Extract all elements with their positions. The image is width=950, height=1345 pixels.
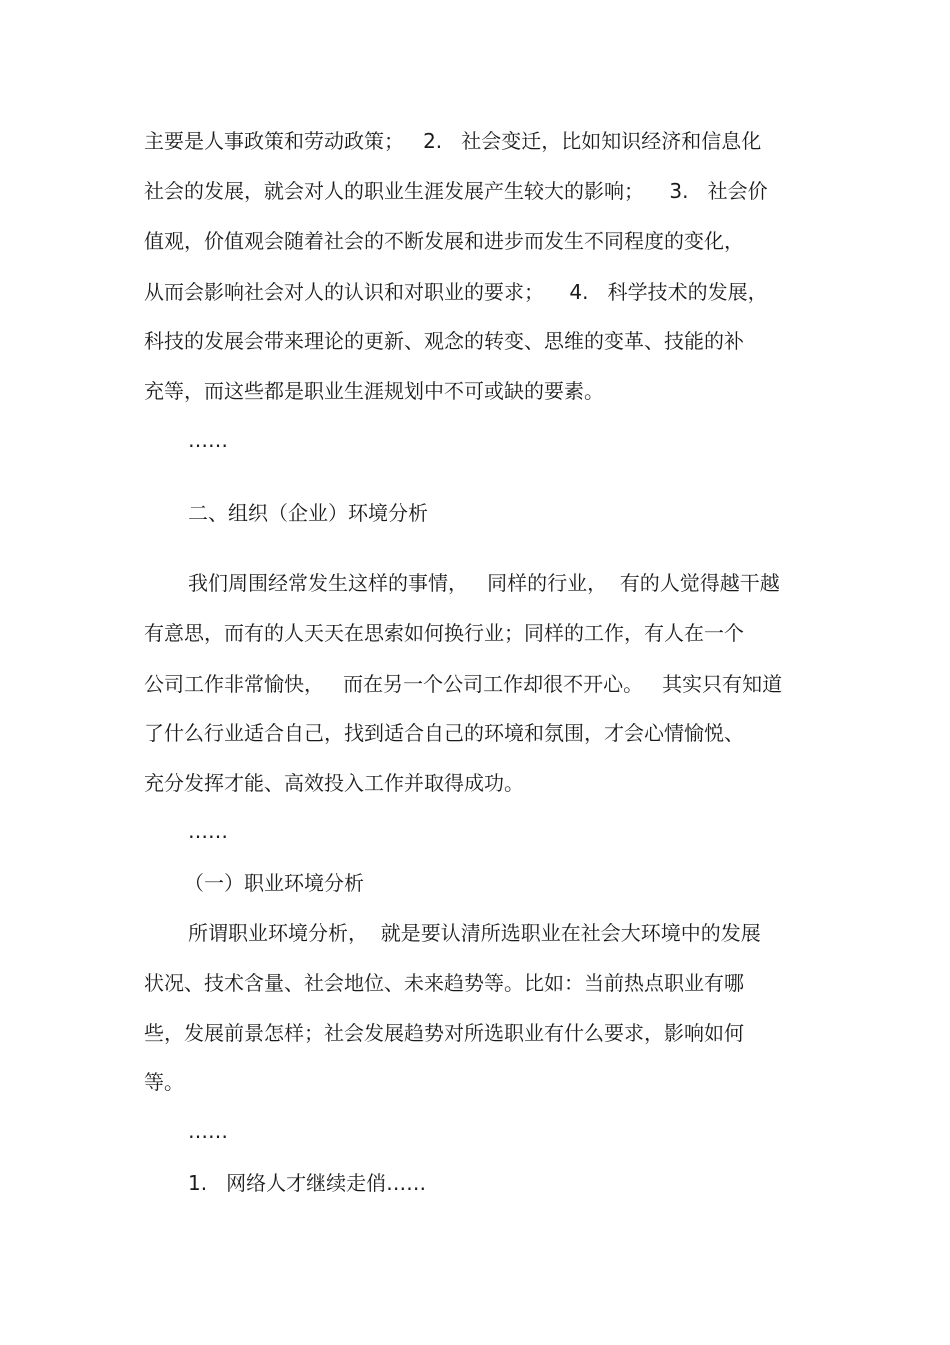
- paragraph-line: 有意思，而有的人天天在思索如何换行业；同样的工作，有人在一个: [144, 621, 744, 645]
- paragraph-line: 等。: [144, 1070, 184, 1094]
- paragraph-line: 我们周围经常发生这样的事情， 同样的行业， 有的人觉得越干越: [188, 571, 780, 595]
- ellipsis-line: ……: [188, 428, 228, 452]
- paragraph-line: 了什么行业适合自己，找到适合自己的环境和氛围，才会心情愉悦、: [144, 721, 744, 745]
- paragraph-line: 充等，而这些都是职业生涯规划中不可或缺的要素。: [144, 379, 604, 403]
- paragraph-line: 社会的发展，就会对人的职业生涯发展产生较大的影响； 3. 社会价: [144, 179, 768, 203]
- subsection-heading: （一）职业环境分析: [184, 871, 364, 895]
- paragraph-line: 值观，价值观会随着社会的不断发展和进步而发生不同程度的变化，: [144, 229, 744, 253]
- section-heading: 二、组织（企业）环境分析: [188, 501, 428, 525]
- list-item: 1. 网络人才继续走俏……: [188, 1171, 427, 1195]
- paragraph-line: 些，发展前景怎样；社会发展趋势对所选职业有什么要求，影响如何: [144, 1021, 744, 1045]
- paragraph-line: 状况、技术含量、社会地位、未来趋势等。比如：当前热点职业有哪: [144, 971, 744, 995]
- paragraph-line: 公司工作非常愉快， 而在另一个公司工作却很不开心。 其实只有知道: [144, 672, 783, 696]
- paragraph-line: 主要是人事政策和劳动政策； 2. 社会变迁，比如知识经济和信息化: [144, 129, 762, 153]
- paragraph-line: 科技的发展会带来理论的更新、观念的转变、思维的变革、技能的补: [144, 329, 744, 353]
- ellipsis-line: ……: [188, 1119, 228, 1143]
- ellipsis-line: ……: [188, 819, 228, 843]
- paragraph-line: 充分发挥才能、高效投入工作并取得成功。: [144, 771, 524, 795]
- paragraph-line: 从而会影响社会对人的认识和对职业的要求； 4. 科学技术的发展，: [144, 280, 768, 304]
- paragraph-line: 所谓职业环境分析， 就是要认清所选职业在社会大环境中的发展: [188, 921, 761, 945]
